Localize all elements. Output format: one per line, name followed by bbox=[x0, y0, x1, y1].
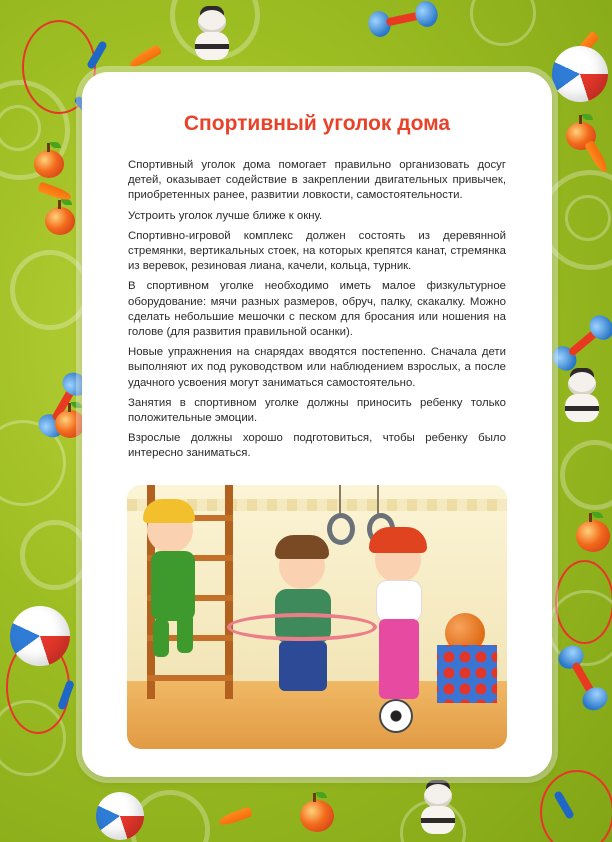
paragraph: Взрослые должны хорошо подготовиться, чтобы ребенку было интересно заниматься. bbox=[128, 432, 506, 460]
soccer-ball-icon bbox=[379, 699, 413, 733]
kid-hair bbox=[143, 499, 195, 523]
apple-icon bbox=[45, 207, 75, 235]
apple-icon bbox=[55, 410, 85, 438]
kid-hair bbox=[275, 535, 329, 559]
paragraph: В спортивном уголке необходимо иметь малое физкультурное оборудование: мячи разных размеров, обруч, палку, скакалку. Можно сделать небольшие мешочки с песком для бросания или ношения на голове (для развития правильной осанки). bbox=[128, 280, 506, 339]
toy-cube bbox=[437, 645, 497, 703]
decor-ring bbox=[10, 250, 90, 330]
apple-icon bbox=[300, 800, 334, 832]
content-panel bbox=[82, 72, 552, 777]
carrot-icon bbox=[217, 806, 252, 827]
kid-shirt bbox=[377, 581, 421, 621]
kid-leg bbox=[177, 613, 193, 653]
paragraph: Занятия в спортивном уголке должны приносить ребенку только положительные эмоции. bbox=[128, 396, 506, 425]
gym-ring bbox=[327, 513, 355, 545]
kid-overalls bbox=[151, 551, 195, 621]
kid-pants bbox=[379, 619, 419, 699]
beach-ball-icon bbox=[96, 792, 144, 840]
kid-pants bbox=[279, 641, 327, 691]
beach-ball-icon bbox=[10, 606, 70, 666]
toy-bear-icon bbox=[192, 10, 232, 62]
dumbbell-icon bbox=[366, 0, 440, 39]
paragraph: Спортивно-игровой комплекс должен состоять из деревянной стремянки, вертикальных стоек, на которых крепятся канат, стремянка из веревок, резиновая лиана, качели, кольца, турник. bbox=[128, 229, 506, 273]
apple-icon bbox=[34, 150, 64, 178]
wall-bars-rung bbox=[147, 675, 233, 681]
article-body bbox=[128, 158, 506, 467]
decor-ring bbox=[470, 0, 536, 46]
jump-rope-icon bbox=[540, 770, 612, 842]
decor-ring bbox=[20, 520, 90, 590]
carrot-icon bbox=[128, 44, 162, 70]
carrot-icon bbox=[37, 181, 72, 202]
jump-rope-icon bbox=[555, 560, 612, 644]
hula-hoop bbox=[227, 613, 377, 641]
decor-ring bbox=[565, 195, 611, 241]
paragraph: Устроить уголок лучше ближе к окну. bbox=[128, 209, 323, 222]
ring-strap bbox=[339, 485, 341, 515]
paragraph: Новые упражнения на снарядах вводятся постепенно. Сначала дети выполняют их под руководством или наблюдением взрослых, а после удачного усвоения могут заниматься самостоятельно. bbox=[128, 346, 506, 389]
beach-ball-icon bbox=[552, 46, 608, 102]
decor-ring bbox=[560, 440, 612, 510]
kid-leg bbox=[153, 619, 169, 657]
paragraph: Спортивный уголок дома помогает правильно организовать досуг детей, оказывает содействие в закреплении двигательных привычек, приобретенных ранее, развитии ловкости, самостоятельности. bbox=[128, 159, 506, 202]
kids-exercising-illustration bbox=[127, 485, 507, 749]
apple-icon bbox=[576, 520, 610, 552]
kid-bandana bbox=[369, 527, 427, 553]
toy-bear-icon bbox=[562, 372, 602, 424]
page-title: Спортивный уголок дома bbox=[183, 112, 451, 135]
toy-bear-icon bbox=[418, 784, 458, 836]
dumbbell-icon bbox=[548, 311, 612, 376]
ring-strap bbox=[377, 485, 379, 515]
